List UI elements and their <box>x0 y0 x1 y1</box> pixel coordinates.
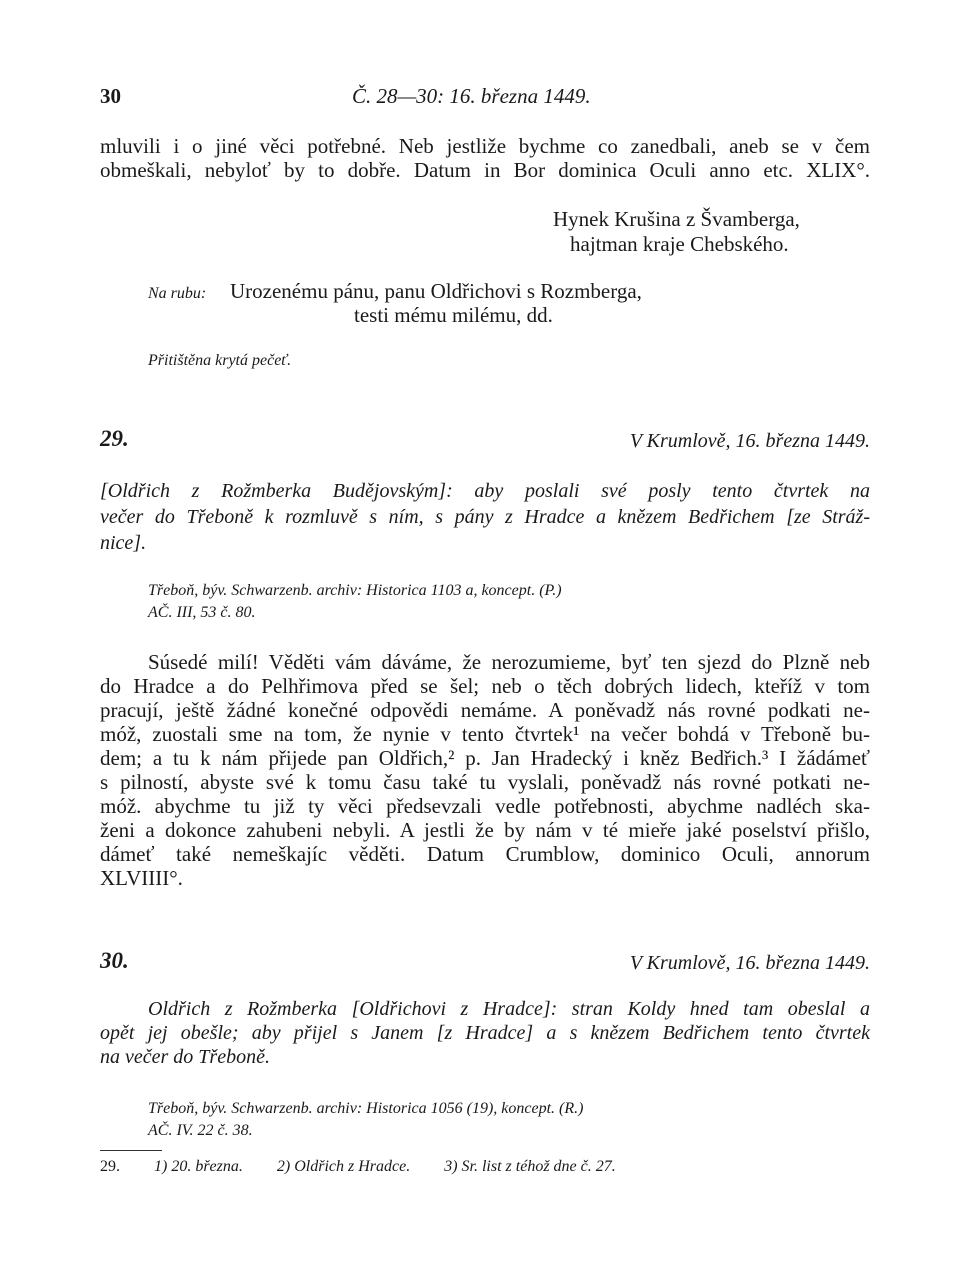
running-title: Č. 28—30: 16. března 1449. <box>352 84 591 108</box>
doc30-place-date: V Krumlově, 16. března 1449. <box>629 952 870 974</box>
doc29-regest-line-3: nice]. <box>100 532 147 554</box>
doc29-place-date: V Krumlově, 16. března 1449. <box>629 430 870 452</box>
footnote-2: 2) Oldřich z Hradce. <box>276 1158 411 1175</box>
page-number: 30 <box>100 84 121 108</box>
doc29-text-line-9: dámeť také nemeškajíc věděti. Datum Crumblow, dominico Oculi, annorum <box>100 842 870 866</box>
doc30-regest-line-1: Oldřich z Rožmberka [Oldřichovi z Hradce]: stran Koldy hned tam obeslal a <box>148 998 870 1020</box>
doc29-number: 29. <box>100 426 129 451</box>
footnote-rule <box>100 1150 162 1151</box>
doc29-regest-line-1: [Oldřich z Rožmberka Budějovským]: aby poslali své posly tento čtvrtek na <box>100 480 870 502</box>
signature-line-2: hajtman kraje Chebského. <box>570 232 789 256</box>
doc30-source-line-1: Třeboň, býv. Schwarzenb. archiv: Historica 1056 (19), koncept. (R.) <box>148 1100 584 1117</box>
signature-line-1: Hynek Krušina z Švamberga, <box>553 207 800 231</box>
doc30-number: 30. <box>100 948 129 973</box>
prev-doc-line-2: obmeškali, nebyloť by to dobře. Datum in Bor dominica Oculi anno etc. XLIX°. <box>100 158 870 182</box>
doc29-text-line-1: Súsedé milí! Věděti vám dáváme, že nerozumieme, byť ten sjezd do Plzně neb <box>148 650 870 674</box>
doc29-text-line-6: s pilností, abyste své k tomu času také tu vyslali, poněvadž nás rovné potkati ne- <box>100 770 870 794</box>
footnote-3: 3) Sr. list z téhož dne č. 27. <box>444 1158 616 1175</box>
doc30-source-line-2: AČ. IV. 22 č. 38. <box>148 1122 253 1139</box>
doc29-text-line-3: pracují, ještě žádné konečné odpovědi nemáme. A poněvadž nás rovné podkati ne- <box>100 698 870 722</box>
doc29-regest-line-2: večer do Třeboně k rozmluvě s ním, s pány z Hradce a knězem Bedřichem [ze Stráž- <box>100 506 870 528</box>
doc29-text-line-7: móž. abychme tu již ty věci předsevzali vedle potřebnosti, abychme nadléch ska- <box>100 794 870 818</box>
verso-line-2: testi mému milému, dd. <box>354 303 553 327</box>
doc30-regest-line-2: opět jej obešle; aby přijel s Janem [z Hradce] a s knězem Bedřichem tento čtvrtek <box>100 1022 870 1044</box>
verso-label: Na rubu: <box>148 285 207 302</box>
doc30-regest-line-3: na večer do Třeboně. <box>100 1046 270 1068</box>
seal-note: Přitištěna krytá pečeť. <box>148 352 292 369</box>
doc29-text-line-8: ženi a dokonce zahubeni nebyli. A jestli že by nám v té mieře jaké poselství přišlo, <box>100 818 870 842</box>
prev-doc-line-1: mluvili i o jiné věci potřebné. Neb jestliže bychme co zanedbali, aneb se v čem <box>100 134 870 158</box>
doc29-source-line-1: Třeboň, býv. Schwarzenb. archiv: Historica 1103 a, koncept. (P.) <box>148 582 562 599</box>
footnotes <box>100 1158 646 1176</box>
doc29-text-line-5: dem; a tu k nám přijede pan Oldřich,² p. Jan Hradecký i kněz Bedřich.³ I žádámeť <box>100 746 870 770</box>
footnote-1: 1) 20. března. <box>154 1158 243 1175</box>
footnote-ref: 29. <box>100 1158 120 1175</box>
verso-line-1: Urozenému pánu, panu Oldřichovi s Rozmberga, <box>230 279 642 303</box>
doc29-text-line-4: móž, zuostali sme na tom, že nynie v tento čtvrtek¹ na večer bohdá v Třeboně bu- <box>100 722 870 746</box>
doc29-source-line-2: AČ. III, 53 č. 80. <box>148 604 256 621</box>
doc29-text-line-2: do Hradce a do Pelhřimova před se šel; neb o těch dobrých lidech, kteříž v tom <box>100 674 870 698</box>
doc29-text-line-10: XLVIIII°. <box>100 866 183 890</box>
